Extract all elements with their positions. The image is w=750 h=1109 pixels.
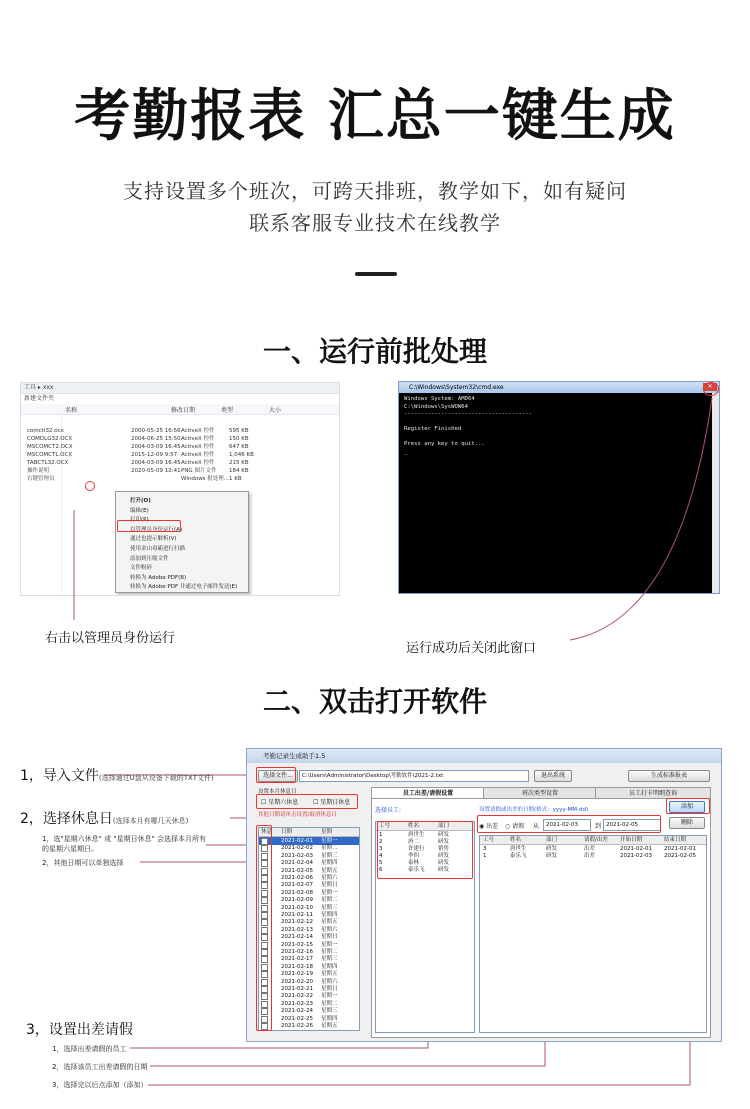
date-row[interactable]: 2021-02-05 星期五 bbox=[259, 867, 359, 875]
date-row[interactable]: 2021-02-06 星期六 bbox=[259, 874, 359, 882]
section-1-title: 一、运行前批处理 bbox=[262, 335, 487, 368]
context-menu-item[interactable]: 编辑(E) bbox=[130, 507, 149, 514]
highlight-employees bbox=[377, 821, 473, 879]
context-menu-item[interactable]: 打印(P) bbox=[130, 517, 149, 524]
step-2-label: 2，选择休息日(选择本月有哪几天休息) bbox=[20, 811, 189, 827]
col-date: 日期 bbox=[281, 829, 293, 835]
select-file-button[interactable]: 选择文件... bbox=[258, 770, 298, 782]
radio-trip[interactable]: ◉ 出差 bbox=[479, 823, 499, 830]
date-row[interactable]: 2021-02-08 星期一 bbox=[259, 889, 359, 897]
highlight-rest-column bbox=[256, 825, 272, 1031]
sun-rest-checkbox[interactable]: ☐ 星期日休息 bbox=[313, 799, 351, 806]
employee-row[interactable]: 5 泰林 研发 bbox=[379, 860, 450, 866]
subtitle-line-1: 支持设置多个班次，可跨天排班，教学如下，如有疑问 bbox=[123, 179, 627, 203]
date-to-picker[interactable]: 2021-02-05 bbox=[603, 819, 661, 831]
caption-close-window: 运行成功后关闭此窗口 bbox=[406, 641, 537, 656]
explorer-toolbar[interactable]: 新建文件夹 bbox=[21, 394, 339, 404]
delete-button[interactable]: 删除 bbox=[669, 817, 705, 829]
page-title: 考勤报表 汇总一键生成 bbox=[74, 84, 676, 149]
tab-shift-types[interactable]: 班次类型设置 bbox=[483, 787, 597, 799]
caption-run-as-admin: 右击以管理员身份运行 bbox=[45, 631, 176, 646]
file-row[interactable]: 右键管理员 Windows 批处理... 1 KB bbox=[27, 476, 242, 482]
to-label: 到 bbox=[595, 823, 602, 830]
file-path-input[interactable]: C:\Users\Administrator\Desktop\考勤软件\2021-2.txt bbox=[299, 770, 529, 782]
date-row[interactable]: 2021-02-19 星期五 bbox=[259, 970, 359, 978]
add-button[interactable]: 添加 bbox=[669, 801, 705, 813]
step-1-label: 1，导入文件(选择通过U盘从设备下载的TXT文件) bbox=[20, 768, 214, 784]
col-rest: 休息 bbox=[261, 829, 273, 835]
step-2-sub-1: 1，选"星期六休息" 或 "星期日休息" 会选择本月所有的星期六星期日。 bbox=[42, 835, 207, 853]
step-3-sub-3: 3，选择完以后点添加（添加） bbox=[52, 1081, 148, 1089]
date-row[interactable]: 2021-02-13 星期六 bbox=[259, 926, 359, 934]
date-row[interactable]: 2021-02-11 星期四 bbox=[259, 911, 359, 919]
date-row[interactable]: 2021-02-12 星期五 bbox=[259, 918, 359, 926]
date-row[interactable]: 2021-02-18 星期四 bbox=[259, 963, 359, 971]
date-row[interactable]: 2021-02-07 星期日 bbox=[259, 881, 359, 889]
context-menu-item[interactable]: 文件粉碎 bbox=[130, 565, 153, 572]
date-row[interactable]: 2021-02-10 星期三 bbox=[259, 904, 359, 912]
date-row[interactable]: 2021-02-14 星期日 bbox=[259, 933, 359, 941]
context-menu-item[interactable]: 以管理员身份运行(A) bbox=[130, 526, 183, 533]
employee-row[interactable]: 6 泰乐飞 研发 bbox=[379, 867, 450, 873]
date-row[interactable]: 2021-02-16 星期二 bbox=[259, 948, 359, 956]
date-row[interactable]: 2021-02-15 星期一 bbox=[259, 941, 359, 949]
file-row[interactable]: COMDLG32.OCX 2004-06-25 15:50 ActiveX 控件 150 KB bbox=[27, 436, 249, 442]
file-row[interactable]: 操作说明 2020-05-09 12:41 PNG 图片文件 184 KB bbox=[27, 468, 249, 474]
generate-report-button[interactable]: 生成标准报表 bbox=[628, 770, 710, 782]
date-row[interactable]: 2021-02-25 星期四 bbox=[259, 1015, 359, 1023]
context-menu-item[interactable]: 打开(O) bbox=[130, 498, 151, 504]
app-window bbox=[246, 748, 722, 1042]
rest-group-label: 设置本月休息日 bbox=[258, 789, 297, 795]
employee-list: 工号 姓名 部门 1 唐世生 研发 2 唐二 研发 3 许建行 销售 4 李四 研发 5 泰林 研发 6 泰乐飞 研发 bbox=[375, 821, 475, 1033]
date-from-picker[interactable]: 2021-02-03 bbox=[543, 819, 591, 831]
employee-row[interactable]: 4 李四 研发 bbox=[379, 853, 450, 859]
date-row[interactable]: 2021-02-02 星期二 bbox=[259, 844, 359, 852]
record-row[interactable]: 3 唐世生 研发 出差 2021-02-01 2021-02-01 bbox=[483, 846, 696, 852]
date-row[interactable]: 2021-02-01 星期一 bbox=[259, 837, 359, 845]
context-menu-item[interactable]: 转换为 Adobe PDF 并通过电子邮件发送(E) bbox=[130, 584, 238, 591]
highlight-rest bbox=[256, 794, 358, 809]
cmd-title: C:\Windows\System32\cmd.exe bbox=[409, 384, 504, 391]
step-2-note: (选择本月有哪几天休息) bbox=[112, 817, 189, 825]
section-2-title: 二、双击打开软件 bbox=[262, 685, 487, 718]
col-size[interactable]: 大小 bbox=[269, 407, 282, 414]
date-row[interactable]: 2021-02-21 星期日 bbox=[259, 985, 359, 993]
step-3-sub-1: 1，选择出差请假的员工 bbox=[52, 1045, 127, 1053]
employee-row[interactable]: 1 唐世生 研发 bbox=[379, 832, 450, 838]
record-row[interactable]: 1 泰乐飞 研发 出差 2021-02-03 2021-02-05 bbox=[483, 853, 696, 859]
sat-rest-checkbox[interactable]: ☐ 星期六休息 bbox=[261, 799, 299, 806]
date-row[interactable]: 2021-02-04 星期四 bbox=[259, 859, 359, 867]
date-row[interactable]: 2021-02-09 星期二 bbox=[259, 896, 359, 904]
exit-button[interactable]: 退出系统 bbox=[534, 770, 572, 782]
cmd-output: Windows System: AMD64 C:\Windows\SysWOW64 -------------------------------------- Register Finished Press any key to quit... _ bbox=[404, 396, 532, 455]
date-format-label: 设置请假或出差的日期(格式：yyyy-MM-dd) bbox=[479, 807, 589, 813]
file-row[interactable]: comctl32.ocx 2000-05-25 16:56 ActiveX 控件 595 KB bbox=[27, 428, 249, 434]
close-icon[interactable]: ✕ bbox=[703, 383, 717, 391]
app-title: 考勤记录生成助手1.5 bbox=[263, 752, 326, 760]
col-type[interactable]: 类型 bbox=[221, 407, 234, 414]
subtitle-line-2: 联系客服专业技术在线教学 bbox=[249, 211, 501, 235]
date-list bbox=[258, 827, 360, 1031]
highlight-dates bbox=[477, 815, 661, 833]
app-titlebar bbox=[247, 749, 721, 763]
highlight-add bbox=[666, 798, 710, 814]
tab-trip-leave[interactable]: 员工出差/请假设置 bbox=[371, 787, 485, 799]
step-3-label: 3，设置出差请假 bbox=[26, 1022, 133, 1038]
step-3-sub-2: 2，选择该员工出差请假的日期 bbox=[52, 1063, 148, 1071]
context-menu-item[interactable]: 通过也提示解析(V) bbox=[130, 536, 177, 543]
context-menu-item[interactable]: 使用金山毒霸进行扫描 bbox=[130, 546, 186, 552]
date-row[interactable]: 2021-02-20 星期六 bbox=[259, 978, 359, 986]
col-week: 星期 bbox=[321, 829, 333, 835]
from-label: 从 bbox=[533, 823, 540, 830]
records-table: 工号 姓名 部门 请假/出差 开始日期 结束日期 3 唐世生 研发 出差 2021-02-01 2021-02-01 1 泰乐飞 研发 出差 2021-02-03 2021-02-05 bbox=[479, 835, 707, 1033]
date-row[interactable]: 2021-02-22 星期一 bbox=[259, 992, 359, 1000]
step-1-note: (选择通过U盘从设备下载的TXT文件) bbox=[98, 774, 214, 782]
radio-leave[interactable]: ○ 请假 bbox=[505, 823, 525, 830]
explorer-path: 工具 ▸ xxx bbox=[21, 383, 339, 394]
file-row[interactable]: MSCOMCTL.OCX 2015-12-09 9:57 ActiveX 控件 1,046 KB bbox=[27, 452, 254, 458]
col-date[interactable]: 修改日期 bbox=[171, 407, 196, 414]
date-row[interactable]: 2021-02-23 星期二 bbox=[259, 1000, 359, 1008]
employee-row[interactable]: 2 唐二 研发 bbox=[379, 839, 450, 845]
file-row[interactable]: MSCOMCT2.OCX 2004-03-09 16:45 ActiveX 控件 647 KB bbox=[27, 444, 249, 450]
employee-row[interactable]: 3 许建行 销售 bbox=[379, 846, 450, 852]
rest-hint: 其他日期请单击设置/取消休息日 bbox=[258, 812, 337, 818]
date-row[interactable]: 2021-02-17 星期三 bbox=[259, 955, 359, 963]
date-row[interactable]: 2021-02-03 星期三 bbox=[259, 852, 359, 860]
file-row[interactable]: TABCTL32.OCX 2004-03-09 16:45 ActiveX 控件 215 KB bbox=[27, 460, 249, 466]
context-menu-item[interactable]: 添加到压缩文件 bbox=[130, 555, 169, 562]
step-2-sub-2: 2，其他日期可以单独选择 bbox=[42, 859, 124, 867]
context-menu-item[interactable]: 转换为 Adobe PDF(B) bbox=[130, 574, 187, 581]
tab-punch-detail[interactable]: 员工打卡明细查询 bbox=[595, 787, 711, 799]
date-row[interactable]: 2021-02-26 星期五 bbox=[259, 1022, 359, 1030]
highlight-select-file bbox=[256, 767, 296, 783]
col-name[interactable]: 名称 bbox=[65, 407, 78, 414]
select-employee-label: 选择员工: bbox=[375, 807, 402, 814]
date-row[interactable]: 2021-02-24 星期三 bbox=[259, 1007, 359, 1015]
